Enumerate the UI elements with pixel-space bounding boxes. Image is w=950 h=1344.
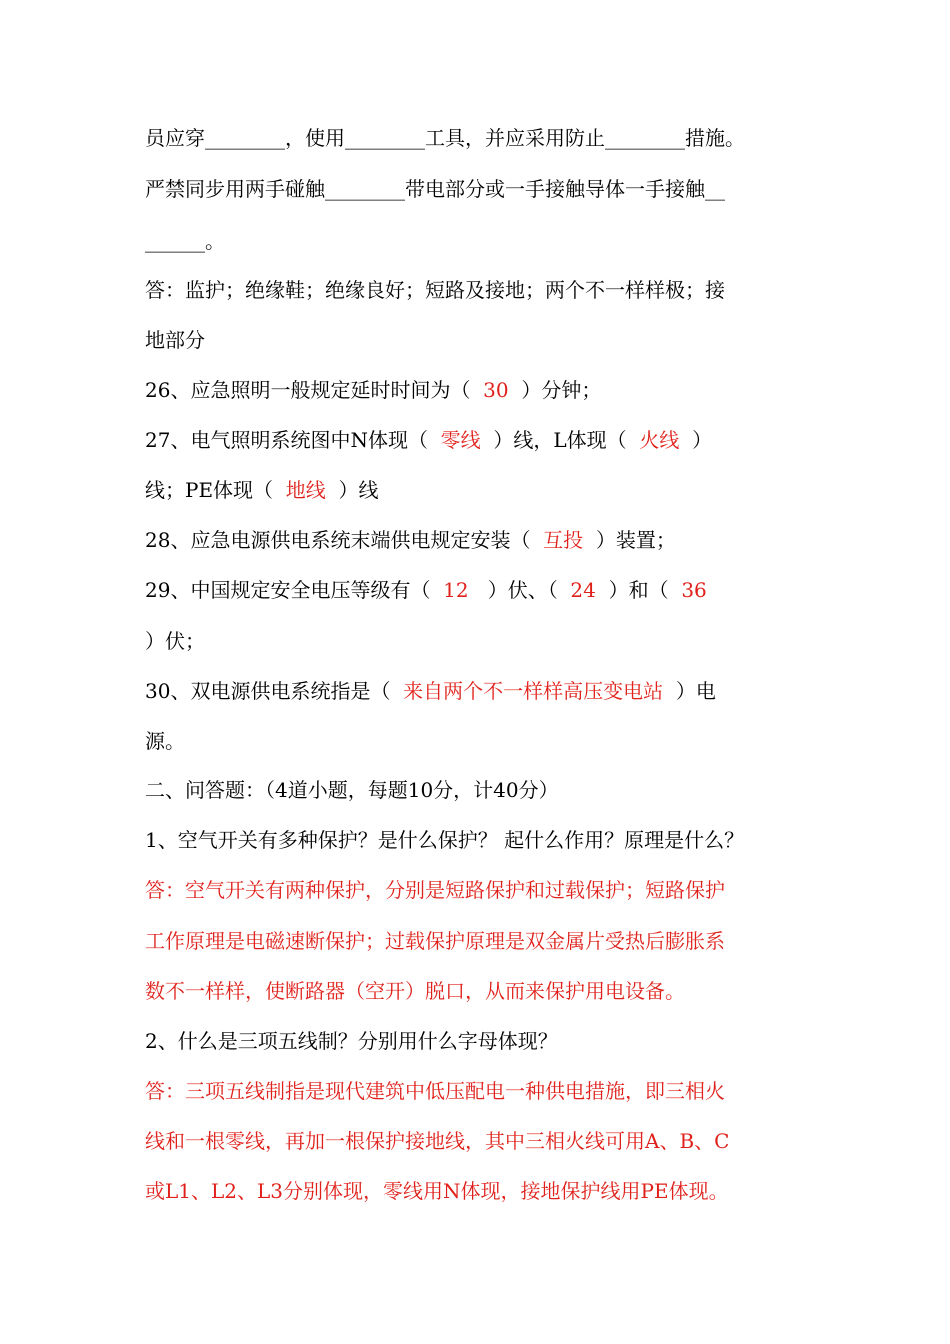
body-text: ）和（ [595,578,682,602]
answer-text: 或L1、L2、L3分别体现，零线用N体现，接地保护线用PE体现。 [145,1179,729,1203]
answer-text: 工作原理是电磁速断保护；过载保护原理是双金属片受热后膨胀系 [145,929,725,953]
text-line [145,1176,815,1206]
body-text: 源。 [145,729,185,753]
text-line [145,825,815,855]
body-text: ） [679,428,713,452]
text-line [145,475,815,505]
body-text: ______。 [145,229,225,253]
text-line [145,325,815,355]
answer-text: 线和一根零线，再加一根保护接地线，其中三相火线可用A、B、C [145,1129,730,1153]
text-line [145,375,815,405]
text-line [145,226,815,256]
body-text: 答：监护；绝缘鞋；绝缘良好；短路及接地；两个不一样样极；接 [145,278,725,302]
body-text: 28、应急电源供电系统末端供电规定安装（ [145,528,544,552]
body-text: 29、中国规定安全电压等级有（ [145,578,444,602]
answer-text: 数不一样样，使断路器（空开）脱口，从而来保护用电设备。 [145,979,685,1003]
text-line [145,123,815,153]
answer-text: 30 [483,378,509,402]
body-text: 员应穿________，使用________工具，并应采用防止________措施。 [145,126,745,150]
text-line [145,425,815,455]
body-text: 线；PE体现（ [145,478,286,502]
body-text: ）线，L体现（ [480,428,640,452]
text-line [145,575,815,605]
body-text: ）线 [325,478,379,502]
text-line [145,275,815,305]
body-text: 2、什么是三项五线制？分别用什么字母体现？ [145,1029,558,1053]
body-text: 地部分 [145,328,205,352]
body-text: 1、空气开关有多种保护？是什么保护？ 起什么作用？原理是什么？ [145,828,745,852]
text-line [145,1126,815,1156]
body-text: ）装置； [583,528,676,552]
answer-text: 地线 [285,478,326,502]
text-line [145,775,815,805]
body-text: 30、双电源供电系统指是（ [145,679,404,703]
text-line [145,976,815,1006]
text-line [145,726,815,756]
answer-text: 来自两个不一样样高压变电站 [403,679,664,703]
body-text: 26、应急照明一般规定延时时间为（ [145,378,484,402]
answer-text: 答：三项五线制指是现代建筑中低压配电一种供电措施，即三相火 [145,1079,725,1103]
answer-text: 互投 [543,528,584,552]
body-text: 二、问答题：（4道小题，每题10分，计40分） [145,778,559,802]
answer-text: 零线 [440,428,481,452]
text-line [145,525,815,555]
text-line [145,626,815,656]
body-text: ）伏； [145,629,205,653]
answer-text: 火线 [639,428,680,452]
text-line [145,174,815,204]
body-text: ）伏、（ [468,578,571,602]
text-line [145,926,815,956]
answer-text: 答：空气开关有两种保护，分别是短路保护和过载保护；短路保护 [145,878,725,902]
answer-text: 36 [681,578,707,602]
answer-text: 24 [570,578,596,602]
text-line [145,1076,815,1106]
body-text: 严禁同步用两手碰触________带电部分或一手接触导体一手接触__ [145,177,725,201]
text-line [145,676,815,706]
text-line [145,1026,815,1056]
text-line [145,875,815,905]
body-text: 27、电气照明系统图中N体现（ [145,428,441,452]
body-text: ）分钟； [508,378,602,402]
body-text: ）电 [663,679,716,703]
answer-text: 12 [443,578,469,602]
